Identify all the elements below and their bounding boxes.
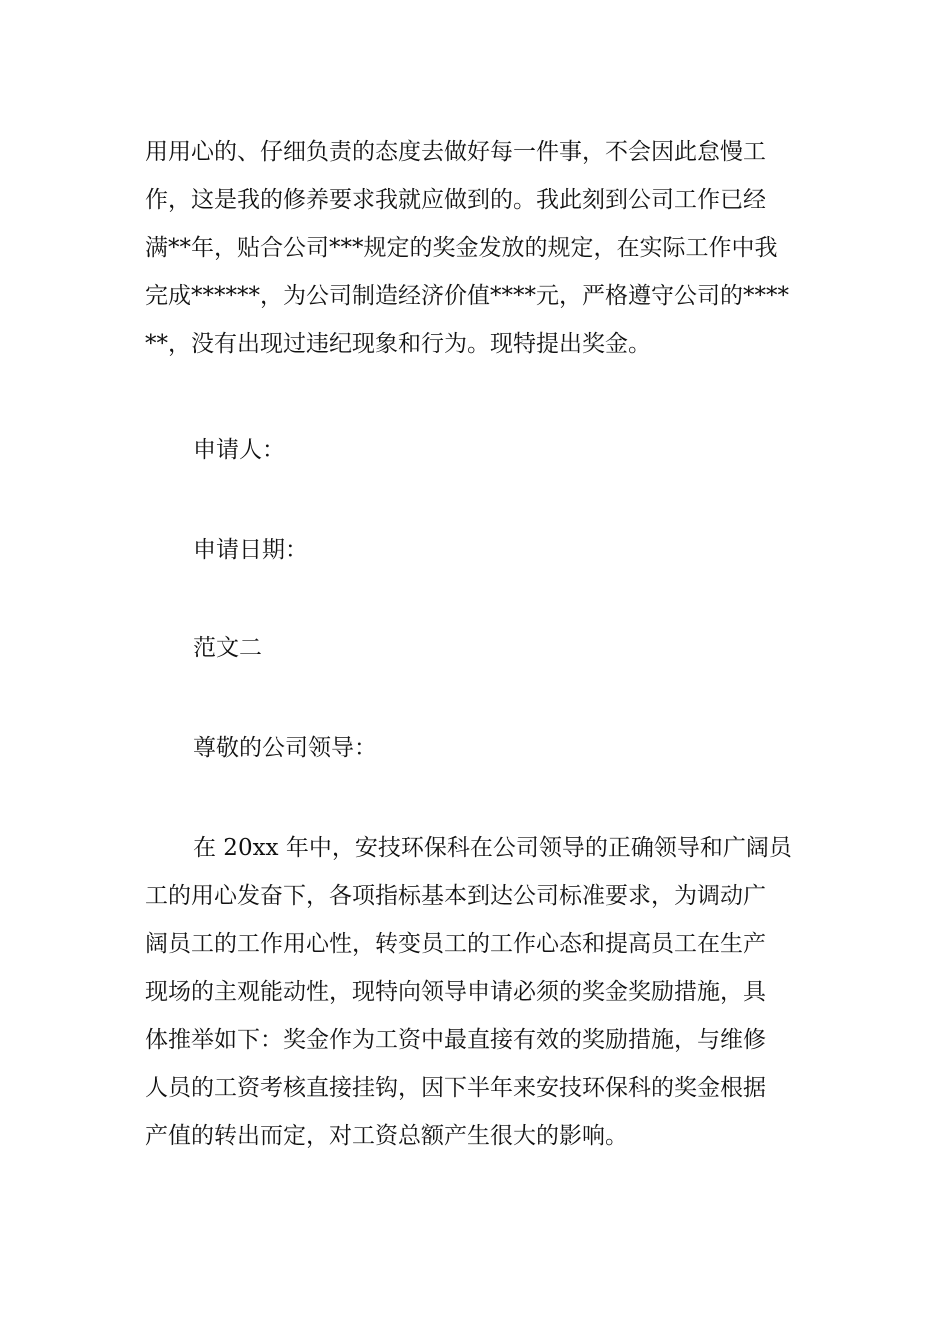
paragraph1-line: 完成******，为公司制造经济价值****元，严格遵守公司的**** bbox=[145, 283, 789, 309]
paragraph1-line: 满**年，贴合公司***规定的奖金发放的规定，在实际工作中我 bbox=[145, 235, 778, 261]
paragraph2-line: 体推举如下：奖金作为工资中最直接有效的奖励措施，与维修 bbox=[145, 1027, 766, 1053]
paragraph2-line: 工的用心发奋下，各项指标基本到达公司标准要求，为调动广 bbox=[145, 883, 766, 909]
section-title: 范文二 bbox=[193, 635, 262, 661]
paragraph2-line: 在 20xx 年中，安技环保科在公司领导的正确领导和广阔员 bbox=[193, 835, 792, 861]
applicant-label: 申请人： bbox=[193, 437, 285, 463]
paragraph1-line: 作，这是我的修养要求我就应做到的。我此刻到公司工作已经 bbox=[145, 187, 766, 213]
paragraph2-line: 现场的主观能动性，现特向领导申请必须的奖金奖励措施，具 bbox=[145, 979, 766, 1005]
paragraph2-line: 产值的转出而定，对工资总额产生很大的影响。 bbox=[145, 1123, 628, 1149]
paragraph2-line: 人员的工资考核直接挂钩，因下半年来安技环保科的奖金根据 bbox=[145, 1075, 766, 1101]
date-label: 申请日期： bbox=[193, 537, 308, 563]
paragraph1-line: **，没有出现过违纪现象和行为。现特提出奖金。 bbox=[145, 331, 651, 357]
paragraph1-line: 用用心的、仔细负责的态度去做好每一件事，不会因此怠慢工 bbox=[145, 139, 766, 165]
salutation: 尊敬的公司领导： bbox=[193, 735, 377, 761]
paragraph2-line: 阔员工的工作用心性，转变员工的工作心态和提高员工在生产 bbox=[145, 931, 766, 957]
